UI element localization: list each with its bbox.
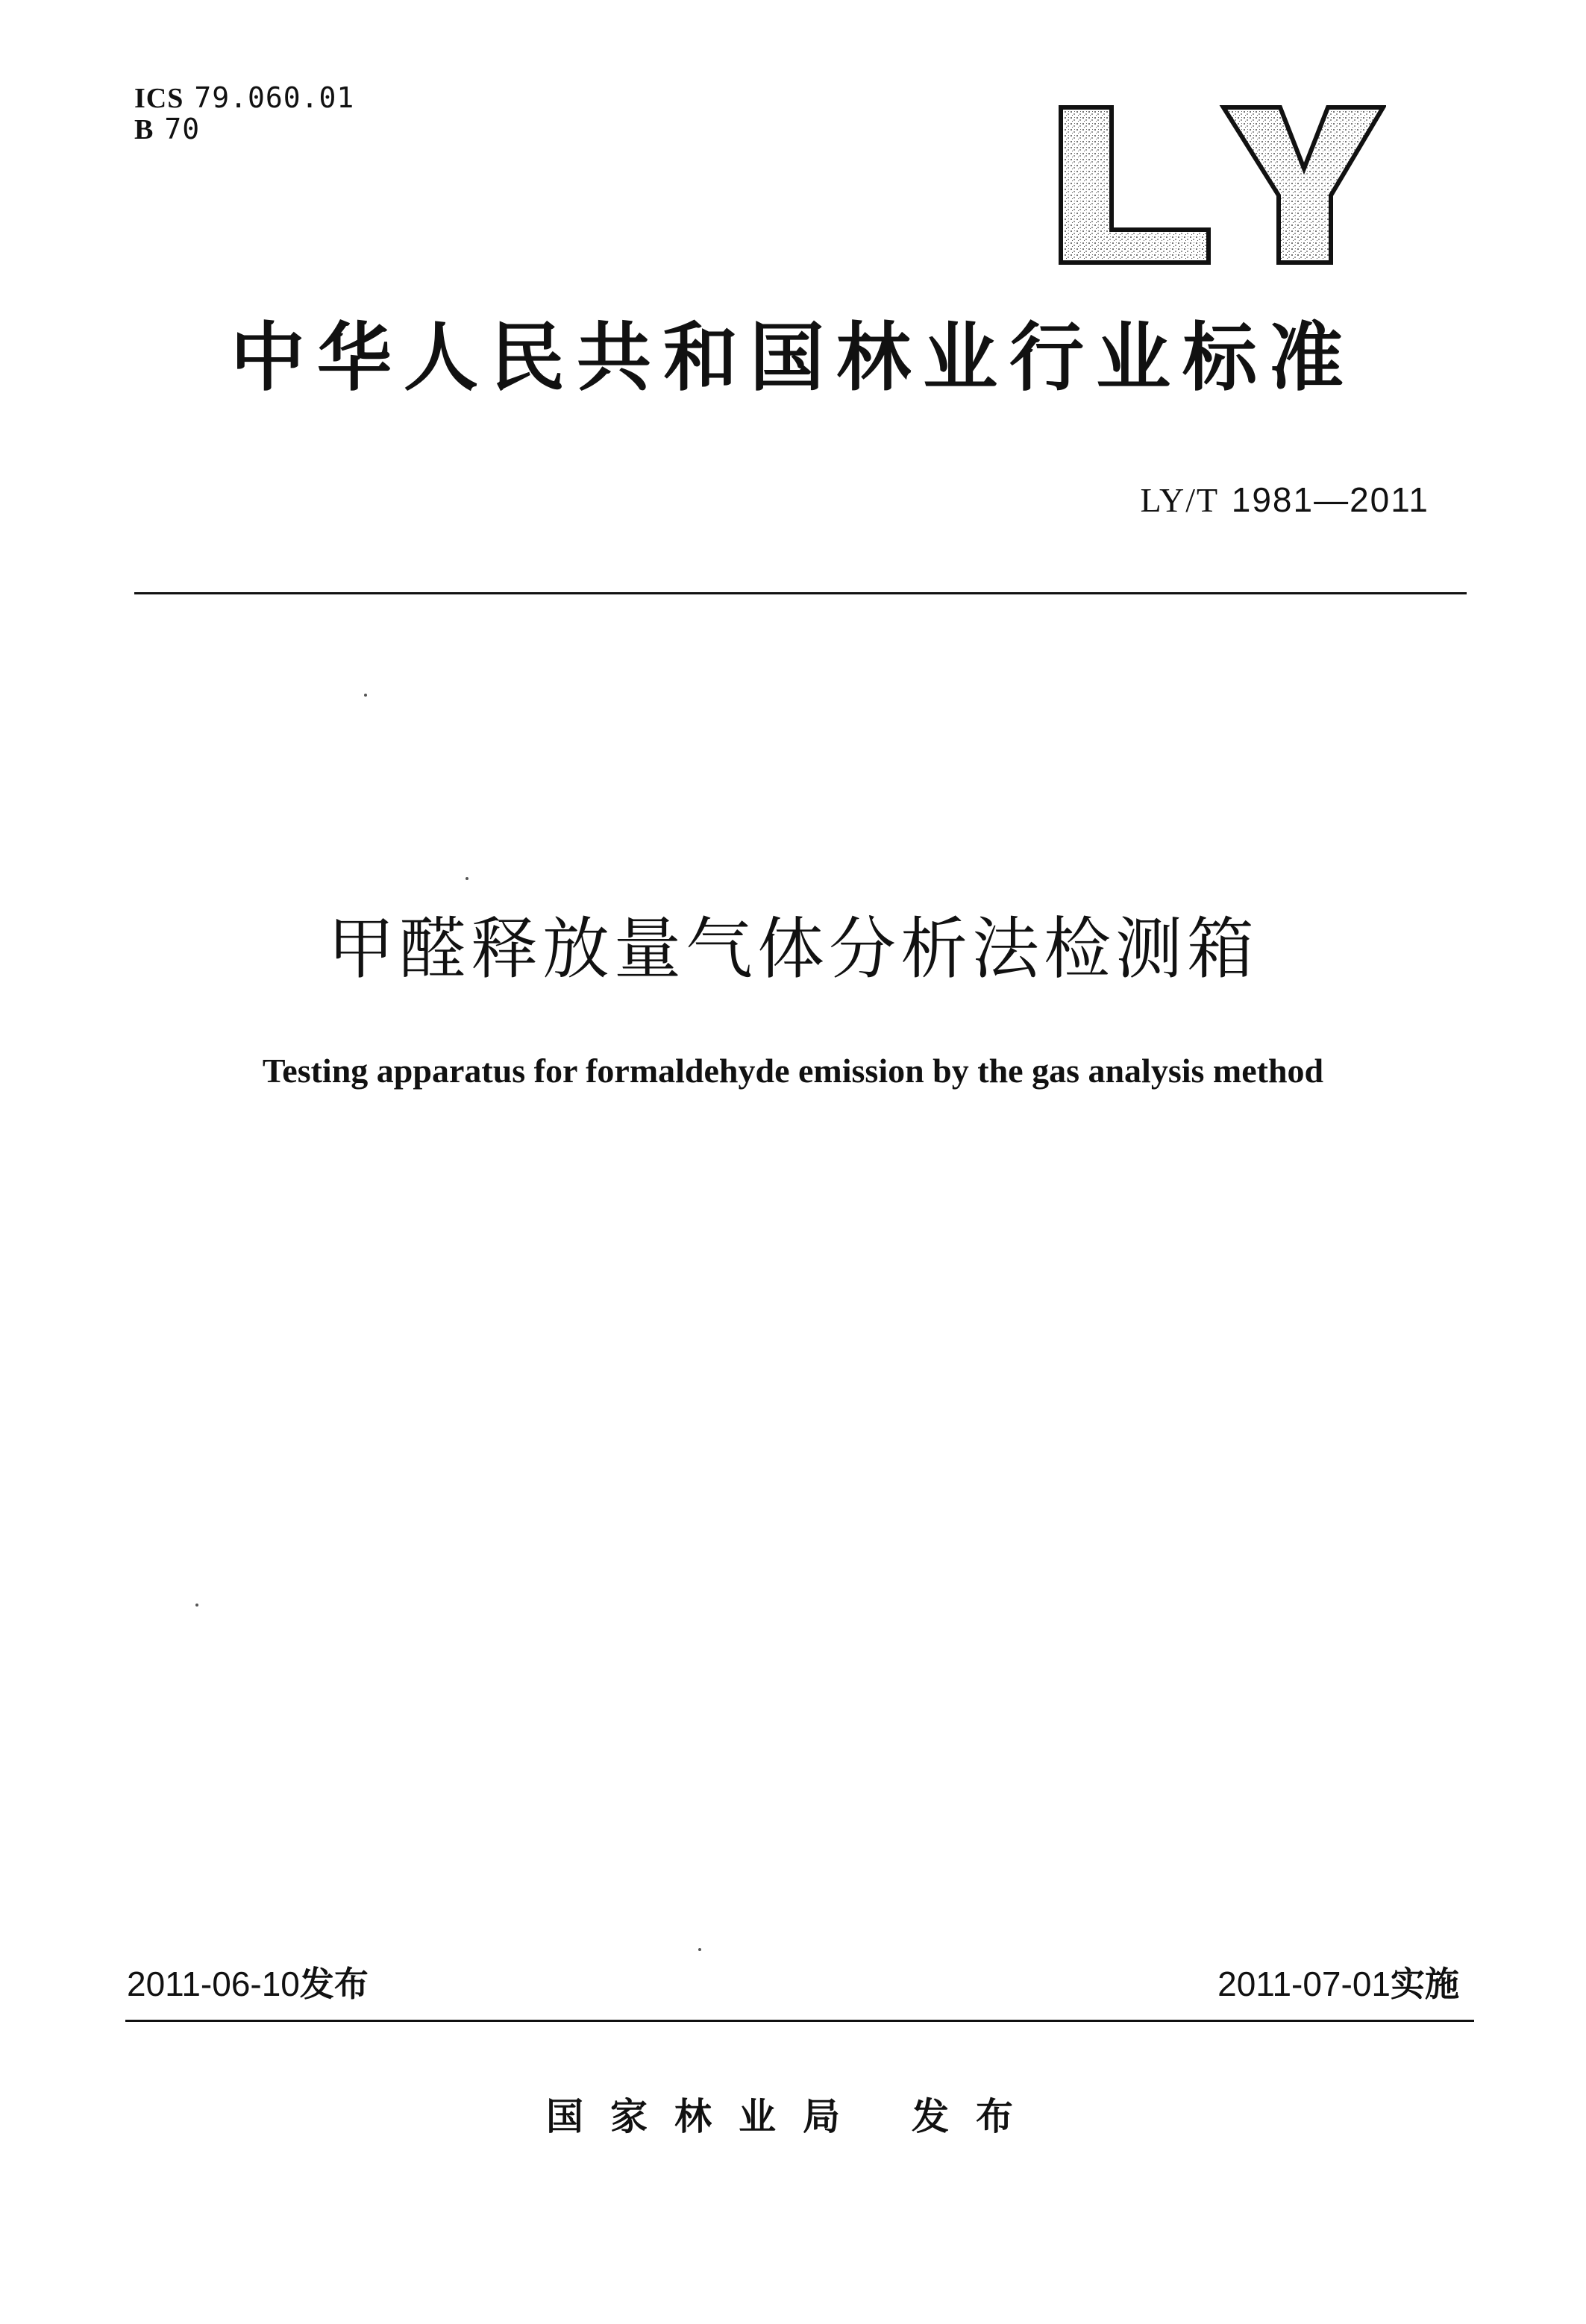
classification-code: 70 [164, 113, 201, 145]
ics-code: 79.060.01 [194, 81, 355, 114]
publisher-verb: 发布 [912, 2095, 1040, 2138]
scan-speck [195, 1604, 198, 1607]
ly-logo [1058, 104, 1386, 268]
document-title-english: Testing apparatus for formaldehyde emission by the gas analysis method [262, 1052, 1324, 1090]
classification-code-line [134, 112, 200, 147]
logo-letter-y [1223, 107, 1383, 263]
organization-title: 中华人民共和国林业行业标准 [231, 314, 1355, 401]
issue-date: 2011-06-10 [127, 1965, 300, 2003]
implementation-date-line [1217, 1963, 1459, 2005]
publisher-name: 国家林业局 [546, 2095, 867, 2138]
standard-code-number: 1981—2011 [1231, 480, 1429, 519]
header-divider [134, 592, 1467, 594]
issue-label: 发布 [299, 1964, 369, 2004]
scan-speck [466, 877, 468, 880]
footer-divider [125, 2020, 1474, 2022]
publisher-line [0, 2094, 1586, 2139]
standard-code-prefix: LY/T [1140, 481, 1220, 519]
scan-speck [698, 1948, 701, 1951]
document-title-chinese: 甲醛释放量气体分析法检测箱 [327, 910, 1259, 988]
issue-date-line [127, 1963, 369, 2005]
implementation-date: 2011-07-01 [1217, 1965, 1391, 2003]
classification-label: B [134, 114, 154, 145]
ics-label: ICS [134, 83, 184, 114]
logo-letter-l [1061, 107, 1209, 263]
scan-speck [364, 694, 367, 697]
ics-code-line [134, 81, 354, 116]
implementation-label: 实施 [1391, 1964, 1459, 2004]
standard-code [1141, 479, 1429, 521]
